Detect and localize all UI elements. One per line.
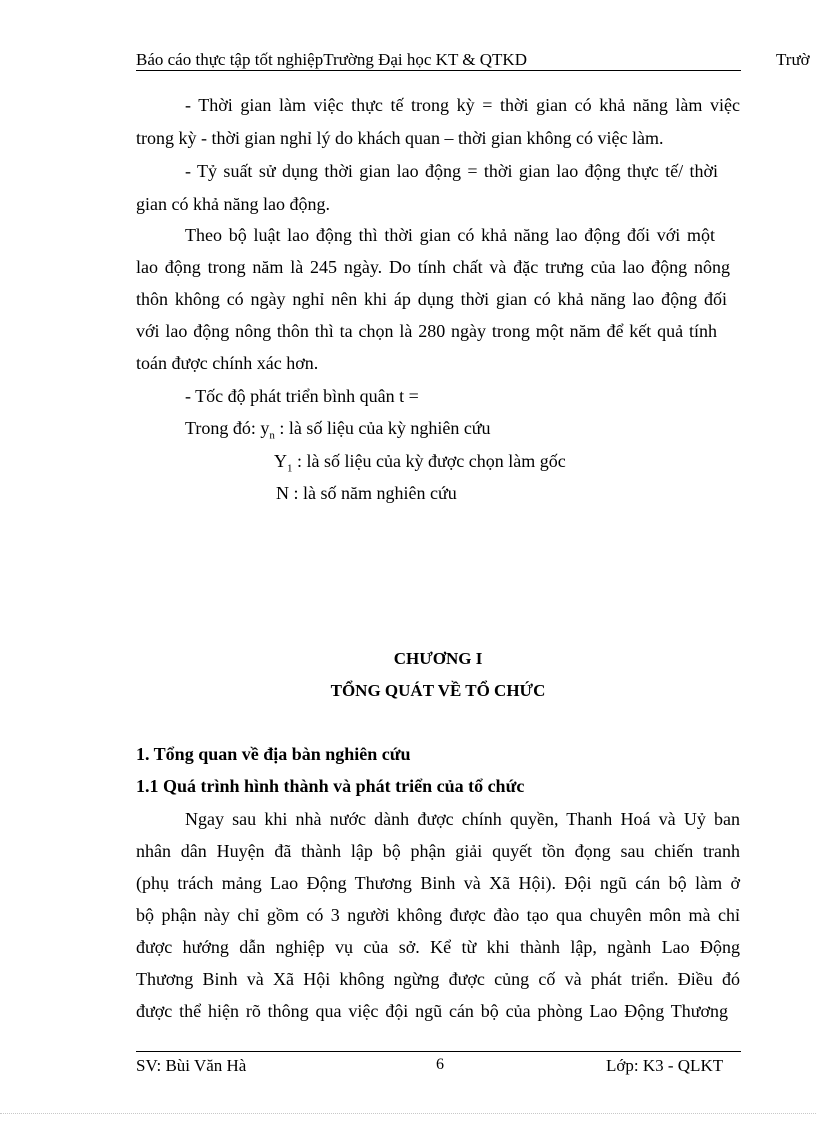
page-edge-rule [0, 1113, 816, 1114]
body-line: - Thời gian làm việc thực tế trong kỳ = thời gian có khả năng làm việc [185, 95, 740, 115]
paragraph-line: Thương Binh và Xã Hội không ngừng được củng cố và phát triển. Điều đó [136, 969, 740, 989]
paragraph-line: Ngay sau khi nhà nước dành được chính quyền, Thanh Hoá và Uỷ ban [185, 809, 740, 829]
body-line: - Tốc độ phát triển bình quân t = [185, 386, 419, 406]
body-line: lao động trong năm là 245 ngày. Do tính chất và đặc trưng của lao động nông [136, 257, 730, 277]
section-heading: 1. Tổng quan về địa bàn nghiên cứu [136, 744, 411, 764]
paragraph-line: được hướng dẫn nghiệp vụ của sở. Kể từ khi thành lập, ngành Lao Động [136, 937, 740, 957]
header-rule [136, 70, 741, 71]
body-line: - Tỷ suất sử dụng thời gian lao động = thời gian lao động thực tế/ thời [185, 161, 718, 181]
footer-rule [136, 1051, 741, 1052]
paragraph-line: được thể hiện rõ thông qua việc đội ngũ cán bộ của phòng Lao Động Thương [136, 1001, 728, 1021]
body-line: thôn không có ngày nghỉ nên khi áp dụng thời gian có khả năng lao động đối [136, 289, 727, 309]
variable-definition-yn: Trong đó: $y_n$ : là số liệu của kỳ nghiên cứu [185, 418, 491, 442]
body-line: gian có khả năng lao động. [136, 194, 330, 214]
paragraph-line: bộ phận này chỉ gồm có 3 người không được đào tạo qua chuyên môn mà chỉ [136, 905, 740, 925]
paragraph-line: nhân dân Huyện đã thành lập bộ phận giải quyết tồn đọng sau chiến tranh [136, 841, 740, 861]
footer-class: Lớp: K3 - QLKT [606, 1056, 724, 1075]
header-title: Báo cáo thực tập tốt nghiệpTrường Đại học KT & QTKD [136, 50, 527, 69]
footer-page-number: 6 [436, 1056, 444, 1073]
body-line: trong kỳ - thời gian nghỉ lý do khách quan – thời gian không có việc làm. [136, 128, 664, 148]
body-line: toán được chính xác hơn. [136, 353, 319, 373]
paragraph-line: (phụ trách mảng Lao Động Thương Binh và Xã Hội). Đội ngũ cán bộ làm ở [136, 873, 740, 893]
footer-student: SV: Bùi Văn Hà [136, 1056, 247, 1075]
body-line: với lao động nông thôn thì ta chọn là 280 ngày trong một năm để kết quả tính [136, 321, 717, 341]
chapter-title: TỔNG QUÁT VỀ TỔ CHỨC [330, 681, 546, 700]
subsection-heading: 1.1 Quá trình hình thành và phát triển của tổ chức [136, 776, 525, 796]
variable-definition-n: N : là số năm nghiên cứu [276, 483, 457, 503]
chapter-number: CHƯƠNG I [393, 649, 483, 668]
variable-definition-y1: $Y_1$ : là số liệu của kỳ được chọn làm gốc [274, 451, 566, 475]
header-title-overflow: Trườ [776, 50, 810, 69]
body-line: Theo bộ luật lao động thì thời gian có khả năng lao động đối với một [185, 225, 715, 245]
